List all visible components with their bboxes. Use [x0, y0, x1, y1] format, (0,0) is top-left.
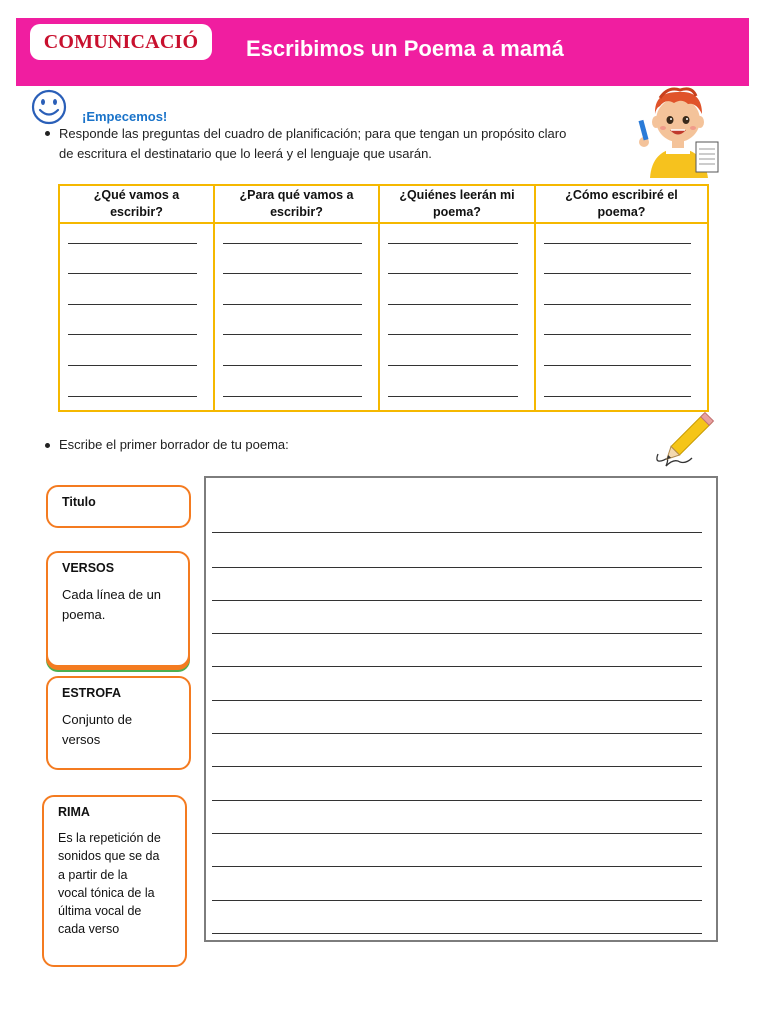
card-rima-line-3: a partir de la	[58, 867, 128, 882]
header-banner	[16, 18, 749, 86]
writing-line	[212, 633, 702, 634]
answer-line	[68, 243, 197, 244]
card-rima-line-5: última vocal de	[58, 904, 142, 919]
answer-line	[68, 334, 197, 335]
card-estrofa	[46, 676, 191, 770]
answer-line	[68, 365, 197, 366]
answer-line	[544, 304, 691, 305]
writing-line	[212, 666, 702, 667]
card-estrofa-line-1: Conjunto de	[62, 712, 133, 727]
writing-line	[212, 700, 702, 701]
kid-illustration	[630, 86, 726, 178]
writing-line	[212, 933, 702, 934]
answer-line	[223, 396, 362, 397]
writing-line	[212, 766, 702, 767]
answer-line	[223, 334, 362, 335]
bullet-dot	[45, 443, 50, 448]
writing-line	[212, 567, 702, 568]
column-header-how: ¿Cómo escribiré el poema?	[536, 186, 707, 224]
answer-line	[544, 273, 691, 274]
writing-line	[212, 833, 702, 834]
answer-area-why[interactable]	[215, 224, 380, 410]
pencil-icon	[652, 408, 724, 470]
writing-line	[212, 866, 702, 867]
card-estrofa-title: ESTROFA	[62, 686, 122, 700]
section-heading: ¡Empecemos!	[82, 109, 168, 124]
card-estrofa-line-2: versos	[62, 732, 101, 747]
card-rima-title: RIMA	[58, 805, 90, 819]
answer-line	[388, 334, 518, 335]
answer-line	[388, 243, 518, 244]
column-header-why: ¿Para qué vamos a escribir?	[215, 186, 380, 224]
draft-instruction: Escribe el primer borrador de tu poema:	[59, 437, 289, 452]
answer-line	[68, 273, 197, 274]
instruction-line-2: de escritura el destinatario que lo leerá y el lenguaje que usarán.	[59, 146, 432, 161]
answer-line	[223, 304, 362, 305]
answer-line	[68, 304, 197, 305]
answer-line	[388, 365, 518, 366]
card-rima-line-6: cada verso	[58, 922, 120, 937]
answer-line	[544, 243, 691, 244]
writing-line	[212, 800, 702, 801]
column-header-who: ¿Quiénes leerán mi poema?	[380, 186, 536, 224]
writing-line	[212, 532, 702, 533]
card-versos-line-2: poema.	[62, 607, 106, 622]
page-title: Escribimos un Poema a mamá	[246, 36, 564, 61]
column-header-what: ¿Qué vamos a escribir?	[60, 186, 215, 224]
answer-line	[544, 396, 691, 397]
card-rima-line-4: vocal tónica de la	[58, 885, 155, 900]
instruction-line-1: Responde las preguntas del cuadro de planificación; para que tengan un propósito claro	[59, 126, 567, 141]
answer-line	[388, 304, 518, 305]
answer-line	[544, 334, 691, 335]
card-versos-line-1: Cada línea de un	[62, 587, 162, 602]
answer-line	[223, 243, 362, 244]
card-titulo-title: Titulo	[62, 495, 96, 509]
answer-area-what[interactable]	[60, 224, 215, 410]
writing-line	[212, 733, 702, 734]
card-versos	[46, 551, 190, 667]
smiley-icon	[30, 88, 68, 126]
card-versos-title: VERSOS	[62, 561, 115, 575]
bullet-dot	[45, 131, 50, 136]
writing-line	[212, 900, 702, 901]
card-rima-line-1: Es la repetición de	[58, 831, 161, 845]
answer-line	[68, 396, 197, 397]
card-rima-line-2: sonidos que se da	[58, 849, 160, 864]
answer-line	[388, 396, 518, 397]
poem-draft-area[interactable]	[204, 476, 718, 942]
card-titulo	[46, 485, 191, 528]
subject-badge	[30, 24, 212, 60]
answer-line	[223, 273, 362, 274]
planning-table	[58, 184, 709, 412]
answer-line	[544, 365, 691, 366]
answer-line	[388, 273, 518, 274]
card-rima	[42, 795, 187, 967]
writing-line	[212, 600, 702, 601]
answer-line	[223, 365, 362, 366]
answer-area-who[interactable]	[380, 224, 536, 410]
answer-area-how[interactable]	[536, 224, 707, 410]
subject-label: COMUNICACIÓ	[43, 30, 199, 53]
